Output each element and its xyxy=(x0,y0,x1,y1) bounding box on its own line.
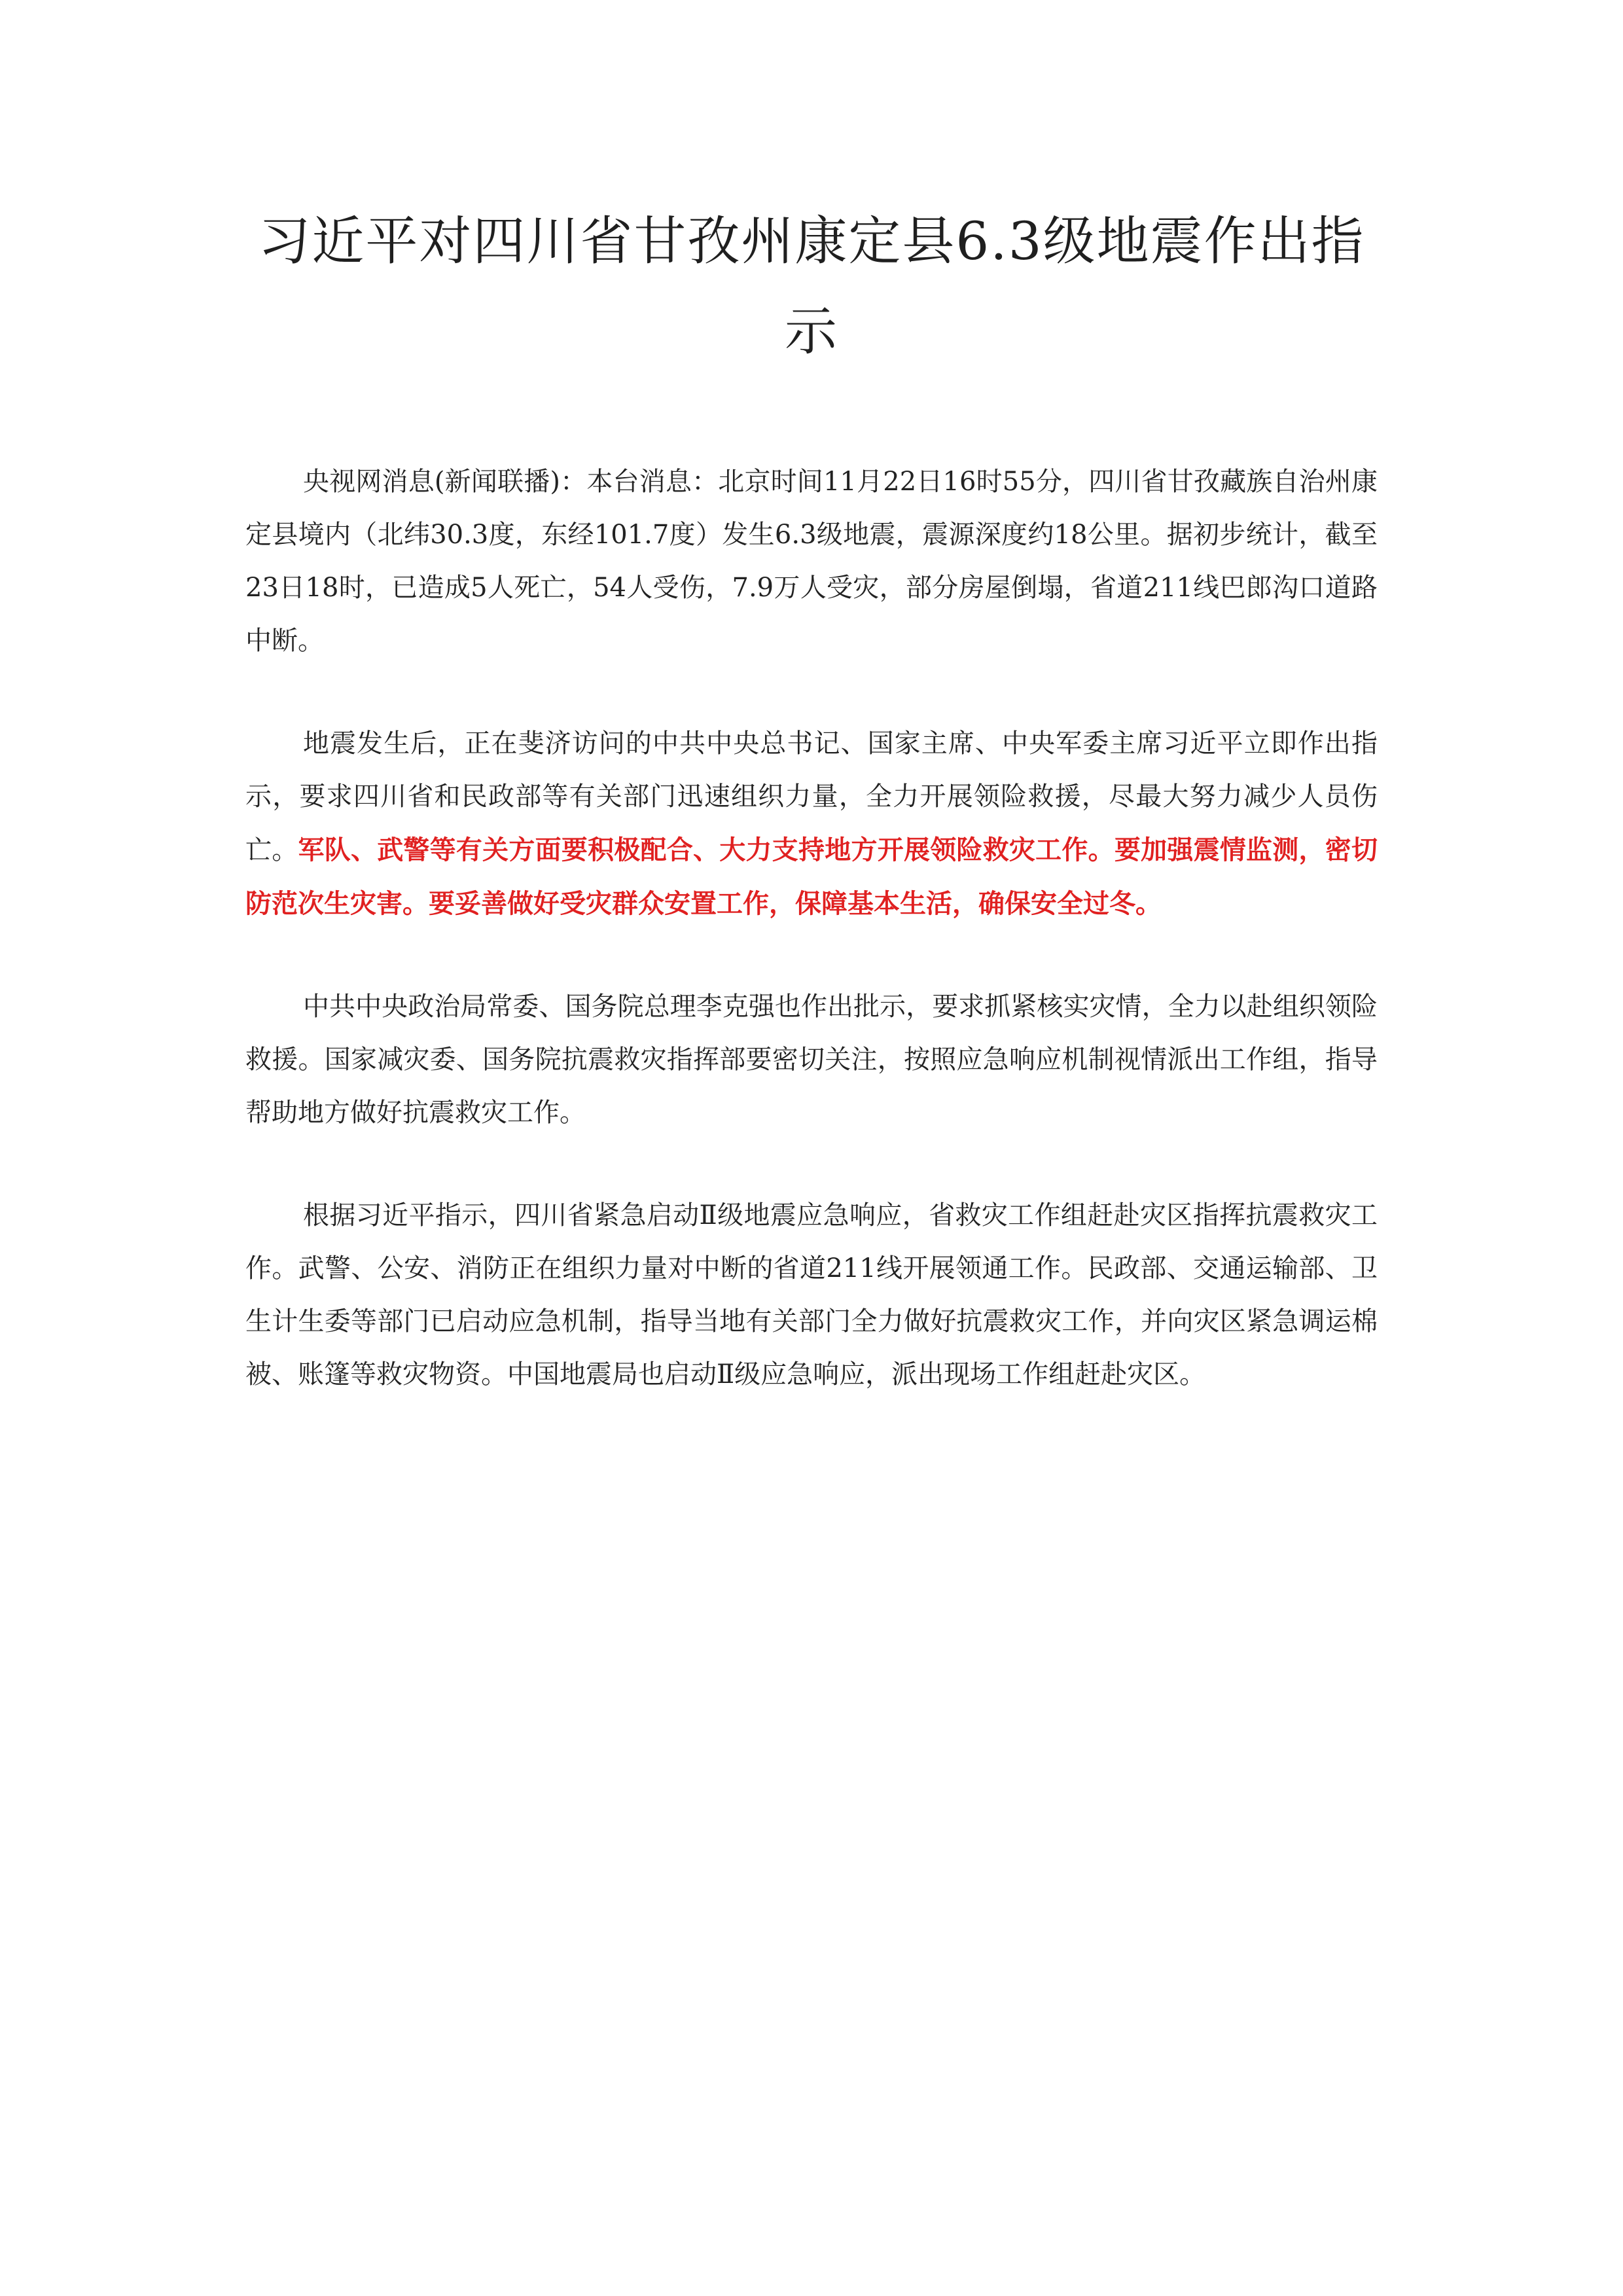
paragraph-2-highlight: 军队、武警等有关方面要积极配合、大力支持地方开展领险救灾工作。要加强震情监测，密切防范次生灾害。要妥善做好受灾群众安置工作，保障基本生活，确保安全过冬。 xyxy=(245,834,1378,919)
paragraph-1 xyxy=(245,456,1378,668)
paragraph-4-text: 根据习近平指示，四川省紧急启动Ⅱ级地震应急响应，省救灾工作组赶赴灾区指挥抗震救灾工作。武警、公安、消防正在组织力量对中断的省道211线开展领通工作。民政部、交通运输部、卫生计生委等部门已启动应急机制，指导当地有关部门全力做好抗震救灾工作，并向灾区紧急调运棉被、账篷等救灾物资。中国地震局也启动Ⅱ级应急响应，派出现场工作组赶赴灾区。 xyxy=(245,1200,1378,1390)
paragraph-1-text: 央视网消息(新闻联播)：本台消息：北京时间11月22日16时55分，四川省甘孜藏族自治州康定县境内（北纬30.3度，东经101.7度）发生6.3级地震，震源深度约18公里。据初步统计，截至23日18时，已造成5人死亡，54人受伤，7.9万人受灾，部分房屋倒塌，省道211线巴郎沟口道路中断。 xyxy=(245,467,1378,656)
paragraph-2 xyxy=(245,717,1378,931)
document-page xyxy=(245,196,1378,1451)
paragraph-2-text: 地震发生后，正在斐济访问的中共中央总书记、国家主席、中央军委主席习近平立即作出指示，要求四川省和民政部等有关部门迅速组织力量，全力开展领险救援，尽最大努力减少人员伤亡。 xyxy=(245,728,1378,865)
paragraph-4 xyxy=(245,1189,1378,1401)
page-title: 习近平对四川省甘孜州康定县6.3级地震作出指示 xyxy=(258,211,1365,362)
paragraph-3-text: 中共中央政治局常委、国务院总理李克强也作出批示，要求抓紧核实灾情，全力以赴组织领险救援。国家减灾委、国务院抗震救灾指挥部要密切关注，按照应急响应机制视情派出工作组，指导帮助地方做好抗震救灾工作。 xyxy=(245,992,1378,1128)
paragraph-3 xyxy=(245,980,1378,1139)
